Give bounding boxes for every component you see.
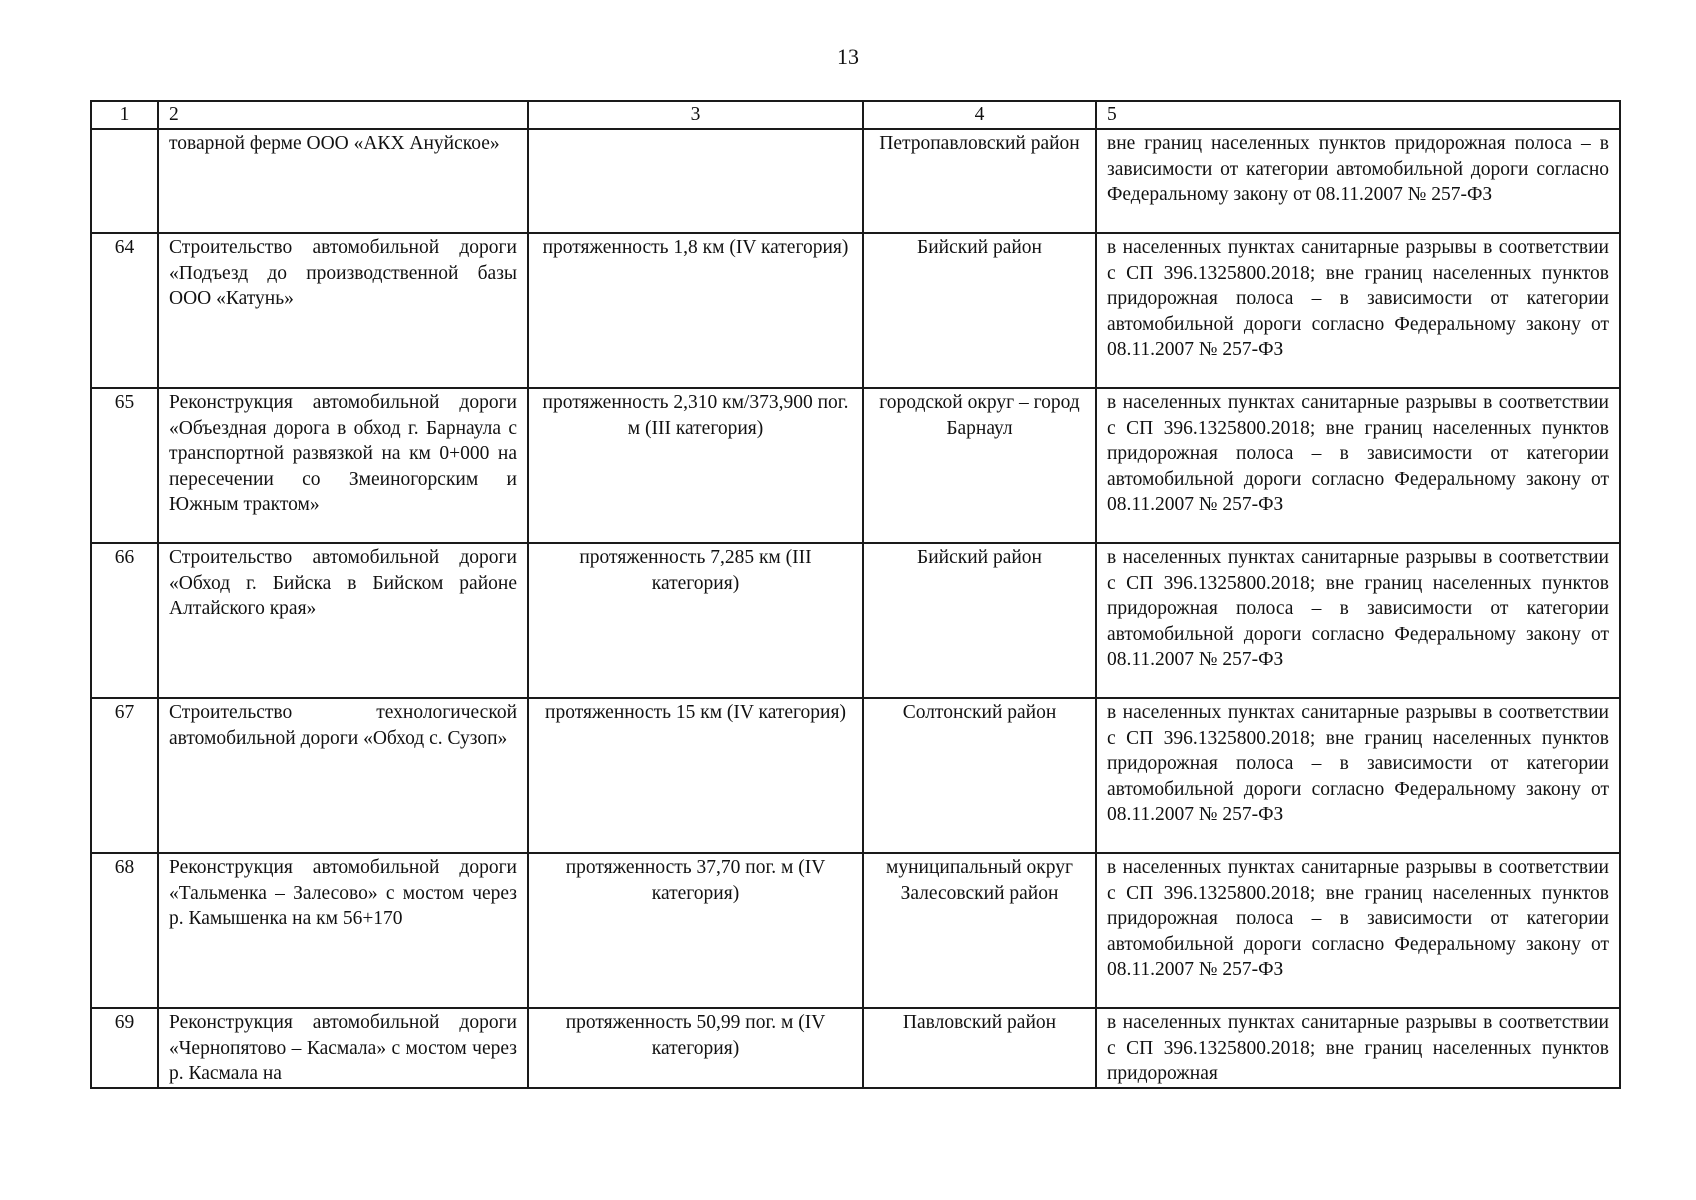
object-location: городской округ – город Барнаул	[863, 388, 1096, 543]
object-location: Солтонский район	[863, 698, 1096, 853]
protection-zones: в населенных пунктах санитарные разрывы в соответствии с СП 396.1325800.2018; вне границ населенных пунктов придорожная полоса – в зависимости от категории автомобильной дороги согласно Федеральному закону от 08.11.2007 № 257-ФЗ	[1096, 853, 1620, 1008]
object-parameters: протяженность 1,8 км (IV категория)	[528, 233, 863, 388]
object-parameters: протяженность 15 км (IV категория)	[528, 698, 863, 853]
protection-zones: в населенных пунктах санитарные разрывы в соответствии с СП 396.1325800.2018; вне границ населенных пунктов придорожная полоса – в зависимости от категории автомобильной дороги согласно Федеральному закону от 08.11.2007 № 257-ФЗ	[1096, 698, 1620, 853]
object-name: Реконструкция автомобильной дороги «Чернопятово – Касмала» с мостом через р. Касмала на	[158, 1008, 528, 1088]
row-number: 66	[91, 543, 158, 698]
row-number	[91, 129, 158, 233]
protection-zones: в населенных пунктах санитарные разрывы в соответствии с СП 396.1325800.2018; вне границ населенных пунктов придорожная полоса – в зависимости от категории автомобильной дороги согласно Федеральному закону от 08.11.2007 № 257-ФЗ	[1096, 543, 1620, 698]
object-name: Строительство автомобильной дороги «Подъезд до производственной базы ООО «Катунь»	[158, 233, 528, 388]
object-name: Реконструкция автомобильной дороги «Объездная дорога в обход г. Барнаула с транспортной развязкой на км 0+000 на пересечении со Змеиногорским и Южным трактом»	[158, 388, 528, 543]
table-row	[91, 1008, 1620, 1088]
object-parameters: протяженность 2,310 км/373,900 пог. м (III категория)	[528, 388, 863, 543]
object-parameters: протяженность 50,99 пог. м (IV категория)	[528, 1008, 863, 1088]
column-header-4: 4	[863, 101, 1096, 129]
table-row	[91, 233, 1620, 388]
protection-zones: в населенных пунктах санитарные разрывы в соответствии с СП 396.1325800.2018; вне границ населенных пунктов придорожная полоса – в зависимости от категории автомобильной дороги согласно Федеральному закону от 08.11.2007 № 257-ФЗ	[1096, 233, 1620, 388]
column-header-2: 2	[158, 101, 528, 129]
table-row	[91, 543, 1620, 698]
object-location: Бийский район	[863, 543, 1096, 698]
page-number: 13	[837, 44, 859, 69]
table-row	[91, 853, 1620, 1008]
column-header-1: 1	[91, 101, 158, 129]
object-location: Павловский район	[863, 1008, 1096, 1088]
protection-zones: в населенных пунктах санитарные разрывы в соответствии с СП 396.1325800.2018; вне границ населенных пунктов придорожная полоса – в зависимости от категории автомобильной дороги согласно Федеральному закону от 08.11.2007 № 257-ФЗ	[1096, 388, 1620, 543]
row-number: 65	[91, 388, 158, 543]
table-header-row	[91, 101, 1620, 129]
object-name: товарной ферме ООО «АКХ Ануйское»	[158, 129, 528, 233]
protection-zones: в населенных пунктах санитарные разрывы в соответствии с СП 396.1325800.2018; вне границ населенных пунктов придорожная	[1096, 1008, 1620, 1088]
row-number: 64	[91, 233, 158, 388]
objects-table	[90, 100, 1621, 1089]
table-row	[91, 129, 1620, 233]
protection-zones: вне границ населенных пунктов придорожная полоса – в зависимости от категории автомобильной дороги согласно Федеральному закону от 08.11.2007 № 257-ФЗ	[1096, 129, 1620, 233]
row-number: 69	[91, 1008, 158, 1088]
object-name: Строительство технологической автомобильной дороги «Обход с. Сузоп»	[158, 698, 528, 853]
object-name: Строительство автомобильной дороги «Обход г. Бийска в Бийском районе Алтайского края»	[158, 543, 528, 698]
table-row	[91, 388, 1620, 543]
object-parameters: протяженность 7,285 км (III категория)	[528, 543, 863, 698]
object-name: Реконструкция автомобильной дороги «Тальменка – Залесово» с мостом через р. Камышенка на км 56+170	[158, 853, 528, 1008]
column-header-3: 3	[528, 101, 863, 129]
row-number: 68	[91, 853, 158, 1008]
column-header-5: 5	[1096, 101, 1620, 129]
object-parameters: протяженность 37,70 пог. м (IV категория)	[528, 853, 863, 1008]
object-location: Петропавловский район	[863, 129, 1096, 233]
object-parameters	[528, 129, 863, 233]
table-row	[91, 698, 1620, 853]
object-location: муниципальный округ Залесовский район	[863, 853, 1096, 1008]
row-number: 67	[91, 698, 158, 853]
object-location: Бийский район	[863, 233, 1096, 388]
